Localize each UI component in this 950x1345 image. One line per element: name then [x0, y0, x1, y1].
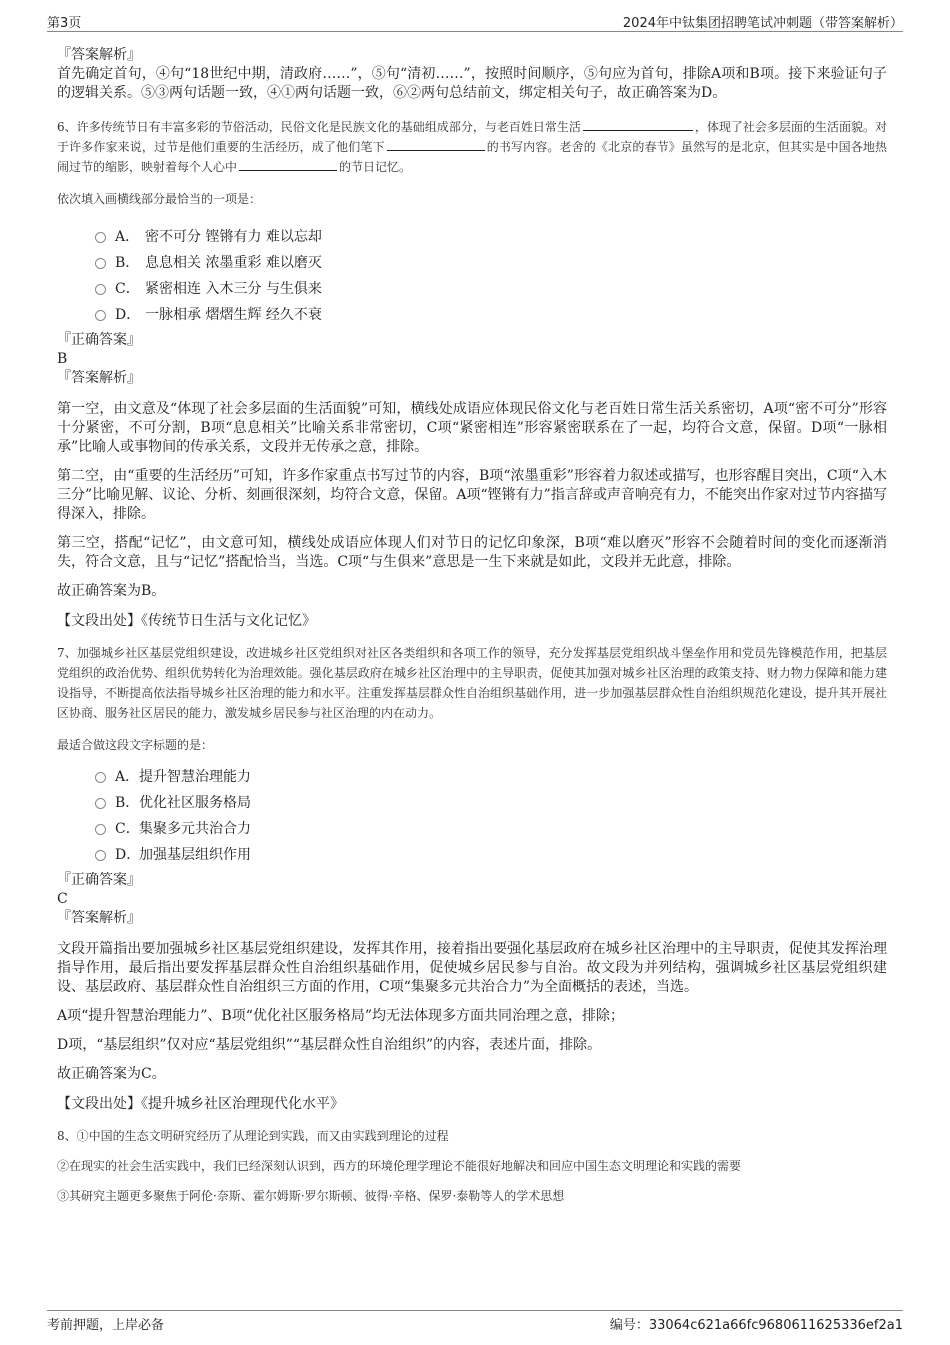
document-body	[57, 46, 887, 1206]
option-letter: B．	[115, 795, 140, 811]
q7-conclusion: 故正确答案为C。	[57, 1066, 166, 1082]
q6-analysis-3: 第三空，搭配“记忆”，由文意可知，横线处成语应体现人们对节日的记忆印象深，B项“难以磨灭”形容不会随着时间的变化而逐渐消失，符合文意，且与“记忆”搭配恰当，当选。C项“与生俱来”意思是一生下来就是如此，文段并无此意，排除。	[57, 535, 887, 570]
q6-blank-1	[583, 118, 693, 131]
option-text: 加强基层组织作用	[139, 847, 251, 863]
option-text: 密不可分 铿锵有力 难以忘却	[145, 229, 322, 245]
q6-conclusion: 故正确答案为B。	[57, 583, 166, 599]
q7-correct-label: 『正确答案』	[57, 872, 141, 888]
radio-icon[interactable]	[95, 310, 106, 321]
q7-correct-answer: C	[57, 891, 68, 907]
q6-correct-answer: B	[57, 351, 68, 367]
option-letter: A．	[115, 769, 140, 785]
q7-analysis-1: 文段开篇指出要加强城乡社区基层党组织建设，发挥其作用，接着指出要强化基层政府在城乡社区治理中的主导职责，促使其发挥治理指导作用，最后指出要发挥基层群众性自治组织基础作用，促使城乡居民参与自治。故文段为并列结构，强调城乡社区基层党组织建设、基层政府、基层群众性自治组织三方面的作用，C项“集聚多元共治合力”为全面概括的表述，当选。	[57, 941, 887, 995]
q5-analysis: 首先确定首句，④句“18世纪中期，清政府……”，⑤句“清初……”，按照时间顺序，⑤句应为首句，排除A项和B项。接下来验证句子的逻辑关系。⑤③两句话题一致，④①两句话题一致，⑥②两句总结前文，绑定相关句子，故正确答案为D。	[57, 66, 887, 101]
option-text: 优化社区服务格局	[139, 795, 251, 811]
q6-option-c[interactable]	[95, 275, 887, 301]
q7-analysis-3: D项，“基层组织”仅对应“基层党组织”“基层群众性自治组织”的内容，表述片面，排除。	[57, 1037, 602, 1053]
q6-prompt: 依次填入画横线部分最恰当的一项是：	[57, 192, 262, 206]
q6-source: 【文段出处】《传统节日生活与文化记忆》	[57, 613, 316, 629]
radio-icon[interactable]	[95, 232, 106, 243]
document-id: 编号：33064c621a66fc9680611625336ef2a1	[609, 1318, 903, 1333]
page-footer	[0, 1310, 950, 1340]
q6-correct-label: 『正确答案』	[57, 332, 141, 348]
q6-analysis-2: 第二空，由“重要的生活经历”可知，许多作家重点书写过节的内容，B项“浓墨重彩”形容着力叙述或描写，也形容醒目突出，C项“入木三分”比喻见解、议论、分析、刻画很深刻，均符合文意，保留。A项“铿锵有力”指言辞或声音响亮有力，不能突出作家对过节内容描写得深入，排除。	[57, 468, 887, 522]
q8-line-3: ③其研究主题更多聚焦于阿伦·奈斯、霍尔姆斯·罗尔斯顿、彼得·辛格、保罗·泰勒等人的学术思想	[57, 1189, 565, 1203]
q7-options	[95, 763, 887, 867]
q6-stem-part-1: 6、许多传统节日有丰富多彩的节俗活动，民俗文化是民族文化的基础组成部分，与老百姓日常生活	[57, 120, 581, 134]
q7-source: 【文段出处】《提升城乡社区治理现代化水平》	[57, 1096, 344, 1112]
header-divider	[47, 31, 903, 32]
q6-blank-3	[239, 158, 337, 171]
option-letter: A．	[115, 229, 140, 245]
q7-option-b[interactable]	[95, 789, 887, 815]
page-number: 第3页	[47, 16, 82, 31]
option-text: 集聚多元共治合力	[139, 821, 251, 837]
option-text: 息息相关 浓墨重彩 难以磨灭	[145, 255, 322, 271]
radio-icon[interactable]	[95, 258, 106, 269]
q7-analysis-label: 『答案解析』	[57, 910, 141, 926]
q5-analysis-label: 『答案解析』	[57, 47, 141, 63]
option-letter: D．	[115, 307, 141, 323]
footer-slogan: 考前押题，上岸必备	[47, 1318, 165, 1333]
q6-analysis-1: 第一空，由文意及“体现了社会多层面的生活面貌”可知，横线处成语应体现民俗文化与老百姓日常生活关系密切，A项“密不可分”形容十分紧密，不可分割，B项“息息相关”比喻关系非常密切，C项“紧密相连”形容紧密联系在了一起，均符合文意，保留。D项“一脉相承”比喻人或事物间的传承关系，文段并无传承之意，排除。	[57, 401, 887, 455]
q6-option-d[interactable]	[95, 301, 887, 327]
radio-icon[interactable]	[95, 772, 106, 783]
q6-stem	[57, 117, 887, 177]
q6-option-b[interactable]	[95, 249, 887, 275]
q6-analysis-label: 『答案解析』	[57, 370, 141, 386]
radio-icon[interactable]	[95, 824, 106, 835]
q7-option-c[interactable]	[95, 815, 887, 841]
q6-options	[95, 223, 887, 327]
option-letter: B．	[115, 255, 140, 271]
q6-stem-part-3: 的书写内容。老舍的《北京的春节》虽然写的是北京，但其实是中国各地热闹过节的缩影，映射着每个人心中	[57, 140, 887, 174]
radio-icon[interactable]	[95, 850, 106, 861]
page-header	[0, 0, 950, 33]
q8-line-1: 8、①中国的生态文明研究经历了从理论到实践，而又由实践到理论的过程	[57, 1129, 449, 1143]
q6-stem-part-2: ，体现了社会多层面的生活面貌。对于许多作家来说，过节是他们重要的生活经历，成了他们笔下	[57, 120, 887, 154]
document-title: 2024年中钛集团招聘笔试冲刺题（带答案解析）	[622, 16, 903, 31]
footer-divider	[47, 1310, 903, 1311]
radio-icon[interactable]	[95, 284, 106, 295]
q7-analysis-2: A项“提升智慧治理能力”、B项“优化社区服务格局”均无法体现多方面共同治理之意，排除；	[57, 1008, 625, 1024]
q7-option-a[interactable]	[95, 763, 887, 789]
q6-option-a[interactable]	[95, 223, 887, 249]
option-text: 一脉相承 熠熠生辉 经久不衰	[145, 307, 322, 323]
option-letter: C．	[115, 821, 140, 837]
q7-stem: 7、加强城乡社区基层党组织建设，改进城乡社区党组织对社区各类组织和各项工作的领导，充分发挥基层党组织战斗堡垒作用和党员先锋模范作用，把基层党组织的政治优势、组织优势转化为治理效能。强化基层政府在城乡社区治理中的主导职责，促使其加强对城乡社区治理的政策支持、财力物力保障和能力建设指导，不断提高依法指导城乡社区治理的能力和水平。注重发挥基层群众性自治组织基础作用，进一步加强基层群众性自治组织规范化建设，提升其开展社区协商、服务社区居民的能力，激发城乡居民参与社区治理的内在动力。	[57, 646, 887, 720]
q6-blank-2	[387, 138, 485, 151]
q6-stem-part-4: 的节日记忆。	[339, 160, 412, 174]
q7-option-d[interactable]	[95, 841, 887, 867]
option-text: 紧密相连 入木三分 与生俱来	[145, 281, 322, 297]
radio-icon[interactable]	[95, 798, 106, 809]
q8-line-2: ②在现实的社会生活实践中，我们已经深刻认识到，西方的环境伦理学理论不能很好地解决和回应中国生态文明理论和实践的需要	[57, 1159, 742, 1173]
option-text: 提升智慧治理能力	[139, 769, 251, 785]
option-letter: D．	[115, 847, 141, 863]
option-letter: C．	[115, 281, 140, 297]
q7-prompt: 最适合做这段文字标题的是：	[57, 738, 214, 752]
